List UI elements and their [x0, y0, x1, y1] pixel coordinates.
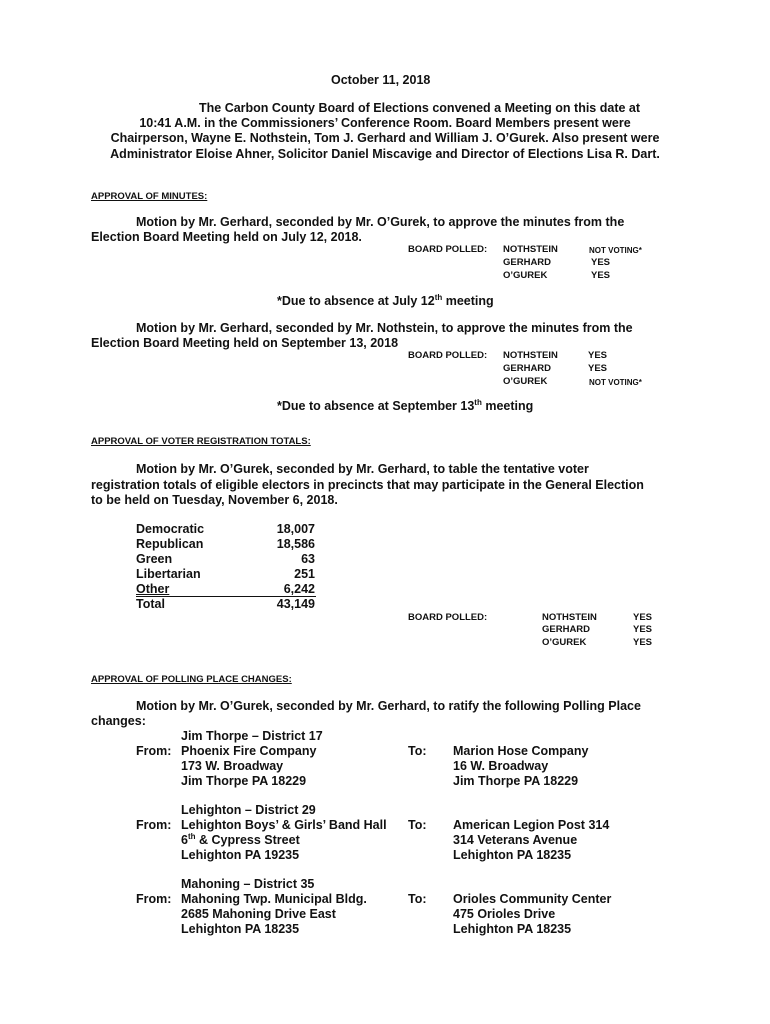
poll-member: NOTHSTEIN: [503, 244, 558, 255]
party-name: Republican: [136, 537, 204, 551]
intro-line-2: 10:41 A.M. in the Commissioners’ Conference Room. Board Members present were: [139, 116, 631, 130]
from-address: Lehighton Boys’ & Girls’ Band Hall: [181, 818, 387, 832]
from-address: Lehighton PA 19235: [181, 848, 300, 862]
polling-heading: APPROVAL OF POLLING PLACE CHANGES:: [91, 674, 292, 685]
poll-member: O’GUREK: [503, 376, 548, 387]
from-address: 173 W. Broadway: [181, 759, 284, 773]
poll-vote: YES: [591, 270, 611, 281]
poll-vote: YES: [588, 363, 608, 374]
party-name: Total: [136, 597, 165, 611]
from-label: From:: [136, 744, 172, 758]
minutes-heading: APPROVAL OF MINUTES:: [91, 191, 208, 202]
from-address: Jim Thorpe PA 18229: [181, 774, 307, 788]
to-address: Orioles Community Center: [453, 892, 612, 906]
minutes-motion2-line2: Election Board Meeting held on September 13, 2018: [91, 336, 399, 350]
poll-vote: YES: [588, 350, 608, 361]
to-address: 16 W. Broadway: [453, 759, 549, 773]
intro-line-1: The Carbon County Board of Elections convened a Meeting on this date at: [199, 101, 641, 115]
to-address: American Legion Post 314: [453, 818, 610, 832]
poll-vote: YES: [591, 257, 611, 268]
voter-heading: APPROVAL OF VOTER REGISTRATION TOTALS:: [91, 436, 311, 447]
from-address: 6th & Cypress Street: [181, 832, 300, 847]
meeting-date: October 11, 2018: [331, 73, 431, 87]
party-name: Other: [136, 582, 170, 596]
district-name: Lehighton – District 29: [181, 803, 316, 817]
to-address: 314 Veterans Avenue: [453, 833, 578, 847]
to-label: To:: [408, 818, 427, 832]
from-address: Lehighton PA 18235: [181, 922, 300, 936]
intro-line-3: Chairperson, Wayne E. Nothstein, Tom J. Gerhard and William J. O’Gurek. Also present were: [110, 131, 660, 145]
poll-member: GERHARD: [542, 624, 591, 635]
to-address: Lehighton PA 18235: [453, 848, 572, 862]
intro-line-4: Administrator Eloise Ahner, Solicitor Daniel Miscavige and Director of Elections Lisa R. Dart.: [110, 147, 660, 161]
to-address: Marion Hose Company: [453, 744, 589, 758]
from-label: From:: [136, 818, 172, 832]
poll-member: O’GUREK: [542, 637, 587, 648]
from-address: Phoenix Fire Company: [181, 744, 317, 758]
poll-member: NOTHSTEIN: [542, 612, 597, 623]
board-polled-label: BOARD POLLED:: [408, 350, 488, 361]
party-name: Democratic: [136, 522, 205, 536]
party-name: Libertarian: [136, 567, 201, 581]
party-count: 18,586: [276, 537, 315, 551]
district-name: Jim Thorpe – District 17: [181, 729, 323, 743]
absence-note-1: *Due to absence at July 12th meeting: [277, 293, 494, 308]
district-name: Mahoning – District 35: [181, 877, 315, 891]
voter-motion-line3: to be held on Tuesday, November 6, 2018.: [91, 493, 338, 507]
party-count: 63: [301, 552, 315, 566]
to-label: To:: [408, 892, 427, 906]
to-address: Jim Thorpe PA 18229: [453, 774, 579, 788]
to-address: Lehighton PA 18235: [453, 922, 572, 936]
poll-member: GERHARD: [503, 363, 552, 374]
poll-member: GERHARD: [503, 257, 552, 268]
polling-motion-line1: Motion by Mr. O’Gurek, seconded by Mr. Gerhard, to ratify the following Polling Place: [136, 699, 641, 713]
party-count: 43,149: [276, 597, 315, 611]
party-count: 251: [294, 567, 315, 581]
poll-member: O’GUREK: [503, 270, 548, 281]
board-polled-label: BOARD POLLED:: [408, 612, 488, 623]
polling-motion-line2: changes:: [91, 714, 146, 728]
to-address: 475 Orioles Drive: [453, 907, 556, 921]
board-polled-label: BOARD POLLED:: [408, 244, 488, 255]
from-address: 2685 Mahoning Drive East: [181, 907, 336, 921]
poll-vote: NOT VOTING*: [589, 246, 642, 255]
poll-vote: YES: [633, 612, 653, 623]
to-label: To:: [408, 744, 427, 758]
party-count: 18,007: [276, 522, 315, 536]
voter-motion-line2: registration totals of eligible electors in precincts that may participate in the General Election: [91, 478, 644, 492]
absence-note-2: *Due to absence at September 13th meeting: [277, 398, 534, 413]
from-label: From:: [136, 892, 172, 906]
poll-vote: YES: [633, 624, 653, 635]
minutes-motion1-line1: Motion by Mr. Gerhard, seconded by Mr. O’Gurek, to approve the minutes from the: [136, 215, 625, 229]
poll-vote: NOT VOTING*: [589, 378, 642, 387]
minutes-motion1-line2: Election Board Meeting held on July 12, 2018.: [91, 230, 362, 244]
from-address: Mahoning Twp. Municipal Bldg.: [181, 892, 367, 906]
voter-motion-line1: Motion by Mr. O’Gurek, seconded by Mr. Gerhard, to table the tentative voter: [136, 462, 589, 476]
party-name: Green: [136, 552, 173, 566]
party-count: 6,242: [283, 582, 315, 596]
poll-member: NOTHSTEIN: [503, 350, 558, 361]
minutes-motion2-line1: Motion by Mr. Gerhard, seconded by Mr. Nothstein, to approve the minutes from the: [136, 321, 633, 335]
poll-vote: YES: [633, 637, 653, 648]
